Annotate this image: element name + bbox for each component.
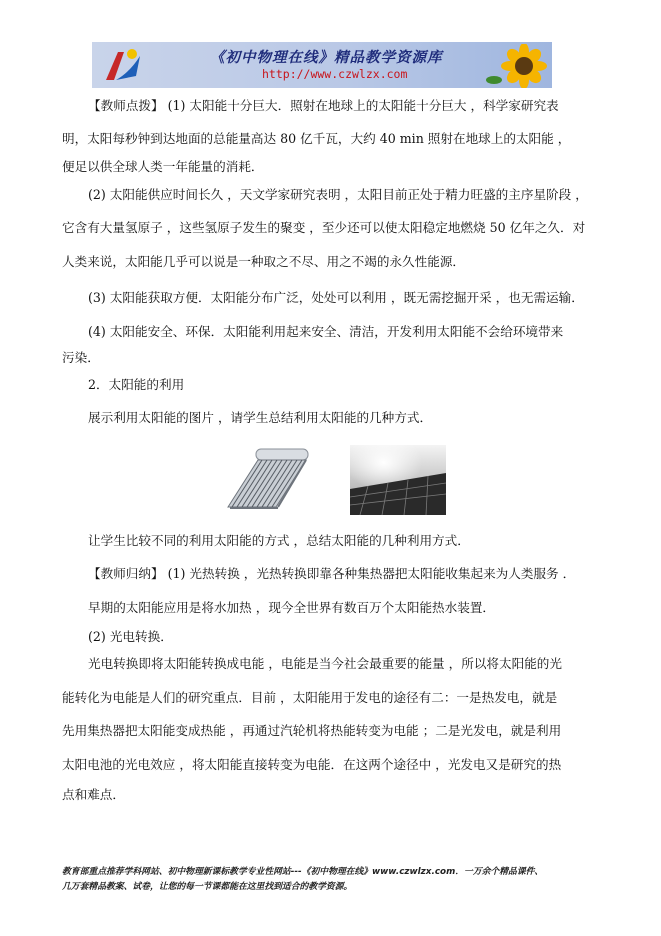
paragraph-line: 让学生比较不同的利用太阳能的方式 ，总结太阳能的几种利用方式． xyxy=(88,533,470,548)
banner-url[interactable]: http://www.czwlzx.com xyxy=(262,67,408,81)
paragraph-line: (3) 太阳能获取方便．太阳能分布广泛，处处可以利用 ，既无需挖掘开采 ，也无需运输． xyxy=(88,290,584,305)
paragraph-line: (2) 太阳能供应时间长久 ，天文学家研究表明 ，太阳目前正处于精力旺盛的主序星阶段 ， xyxy=(88,187,588,202)
paragraph-line: 太阳电池的光电效应 ，将太阳能直接转变为电能．在这两个途径中 ，光发电又是研究的热 xyxy=(62,757,562,772)
paragraph-line: 【教师点拨】 (1) 太阳能十分巨大．照射在地球上的太阳能十分巨大 ，科学家研究表 xyxy=(88,98,559,113)
paragraph-line: 先用集热器把太阳能变成热能 ，再通过汽轮机将热能转变为电能 ；二是光发电，就是利用 xyxy=(62,723,562,738)
paragraph-line: 便足以供全球人类一年能量的消耗． xyxy=(62,159,264,174)
paragraph-line: (4) 太阳能安全、环保．太阳能利用起来安全、清洁，开发利用太阳能不会给环境带来 xyxy=(88,324,564,339)
paragraph-line: 明，太阳每秒钟到达地面的总能量高达 80 亿千瓦，大约 40 min 照射在地球上的太阳能 ， xyxy=(62,131,571,146)
footer-line-1: 教育部重点推荐学科网站、初中物理新课标教学专业性网站---《初中物理在线》www.czwlzx.com．一万余个精品课件、 xyxy=(62,867,544,877)
banner-title: 《初中物理在线》精品教学资源库 xyxy=(210,49,443,66)
footer-line-2: 几万套精品教案、试卷，让您的每一节课都能在这里找到适合的教学资源。 xyxy=(62,882,353,892)
paragraph-line: 人类来说，太阳能几乎可以说是一种取之不尽、用之不竭的永久性能源． xyxy=(62,254,465,269)
paragraph-line: 污染． xyxy=(62,350,100,365)
sunflower-icon xyxy=(484,44,548,88)
header-banner xyxy=(92,42,552,88)
paragraph-line: (2) 光电转换． xyxy=(88,629,173,644)
paragraph-line: 点和难点． xyxy=(62,787,125,802)
paragraph-line: 展示利用太阳能的图片 ，请学生总结利用太阳能的几种方式． xyxy=(88,410,433,425)
paragraph-line: 能转化为电能是人们的研究重点．目前 ，太阳能用于发电的途径有二：一是热发电，就是 xyxy=(62,690,558,705)
solar-images xyxy=(218,445,446,515)
paragraph-line: 早期的太阳能应用是将水加热 ，现今全世界有数百万个太阳能热水装置． xyxy=(88,600,496,615)
section-heading: 2．太阳能的利用 xyxy=(88,377,185,392)
solar-panel xyxy=(350,445,446,515)
paragraph-line: 【教师归纳】 (1) 光热转换 ，光热转换即靠各种集热器把太阳能收集起来为人类服务 ． xyxy=(88,566,576,581)
paragraph-line: 光电转换即将太阳能转换成电能 ，电能是当今社会最重要的能量 ，所以将太阳能的光 xyxy=(88,656,562,671)
paragraph-line: 它含有大量氢原子 ，这些氢原子发生的聚变 ，至少还可以使太阳稳定地燃烧 50 亿年之久．对 xyxy=(62,220,586,235)
solar-water-heater xyxy=(218,445,313,515)
site-logo-icon xyxy=(100,46,144,84)
